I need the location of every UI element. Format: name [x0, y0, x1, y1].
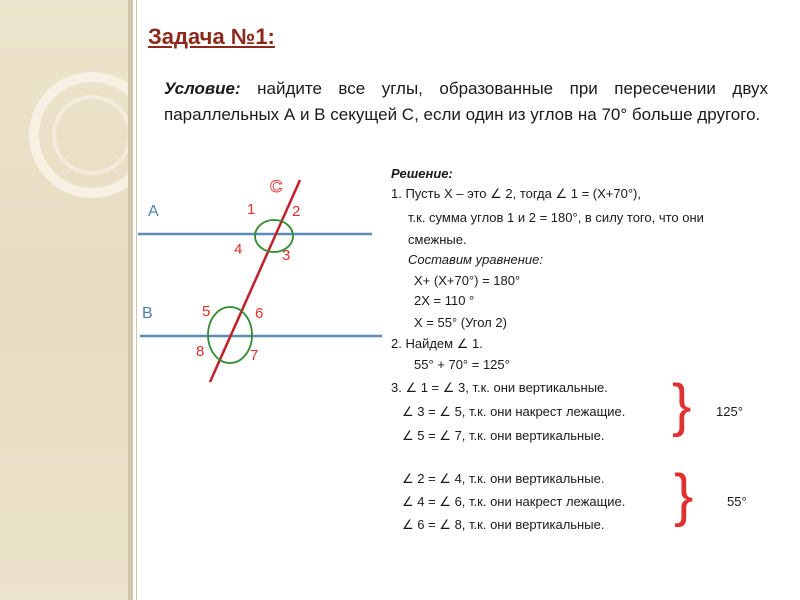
line-a-label: А [148, 203, 159, 220]
line-b-label: В [142, 305, 153, 322]
brace-icon: } [674, 463, 694, 528]
page-title: Задача №1: [148, 24, 275, 49]
angle-label-8: 8 [196, 343, 205, 360]
angle-label-7: 7 [250, 347, 259, 364]
solution-line: ∠ 5 = ∠ 7, т.к. они вертикальные. [402, 428, 605, 443]
problem-condition [164, 76, 768, 128]
angle-label-4: 4 [234, 241, 243, 258]
angle-label-3: 3 [282, 247, 291, 264]
condition-text: найдите все углы, образованные при пересечении двух параллельных А и В секущей С, если один из углов на 70° больше другого. [164, 79, 768, 124]
solution-line: ∠ 4 = ∠ 6, т.к. они накрест лежащие. [402, 494, 626, 509]
solution-heading: Решение: [391, 166, 453, 181]
solution-line: Х = 55° (Угол 2) [414, 315, 507, 330]
angle-label-5: 5 [202, 303, 211, 320]
angle-label-2: 2 [292, 203, 301, 220]
solution-line: 2Х = 110 ° [414, 293, 475, 308]
group2-value: 55° [727, 494, 747, 509]
decorative-background [0, 0, 128, 600]
group1-value: 125° [716, 404, 743, 419]
solution-line: ∠ 2 = ∠ 4, т.к. они вертикальные. [402, 471, 605, 486]
condition-label: Условие: [164, 79, 241, 98]
solution-line: ∠ 6 = ∠ 8, т.к. они вертикальные. [402, 517, 605, 532]
geometry-figure [133, 168, 393, 388]
angle-label-6: 6 [255, 305, 264, 322]
solution-line: т.к. сумма углов 1 и 2 = 180°, в силу того, что они [408, 210, 704, 225]
solution-line: ∠ 3 = ∠ 5, т.к. они накрест лежащие. [402, 404, 626, 419]
solution-line: 3. ∠ 1 = ∠ 3, т.к. они вертикальные. [391, 380, 608, 395]
solution-line: смежные. [408, 232, 467, 247]
decorative-circles [0, 0, 128, 600]
solution-line: 55° + 70° = 125° [414, 357, 510, 372]
brace-icon: } [672, 373, 692, 438]
angle-label-1: 1 [247, 201, 256, 218]
solution-line: 2. Найдем ∠ 1. [391, 336, 483, 351]
solution-line: Х+ (Х+70°) = 180° [414, 273, 521, 288]
secant-label: С [270, 177, 283, 196]
solution-line: Составим уравнение: [408, 252, 543, 267]
solution-line: 1. Пусть Х – это ∠ 2, тогда ∠ 1 = (Х+70°), [391, 186, 641, 201]
